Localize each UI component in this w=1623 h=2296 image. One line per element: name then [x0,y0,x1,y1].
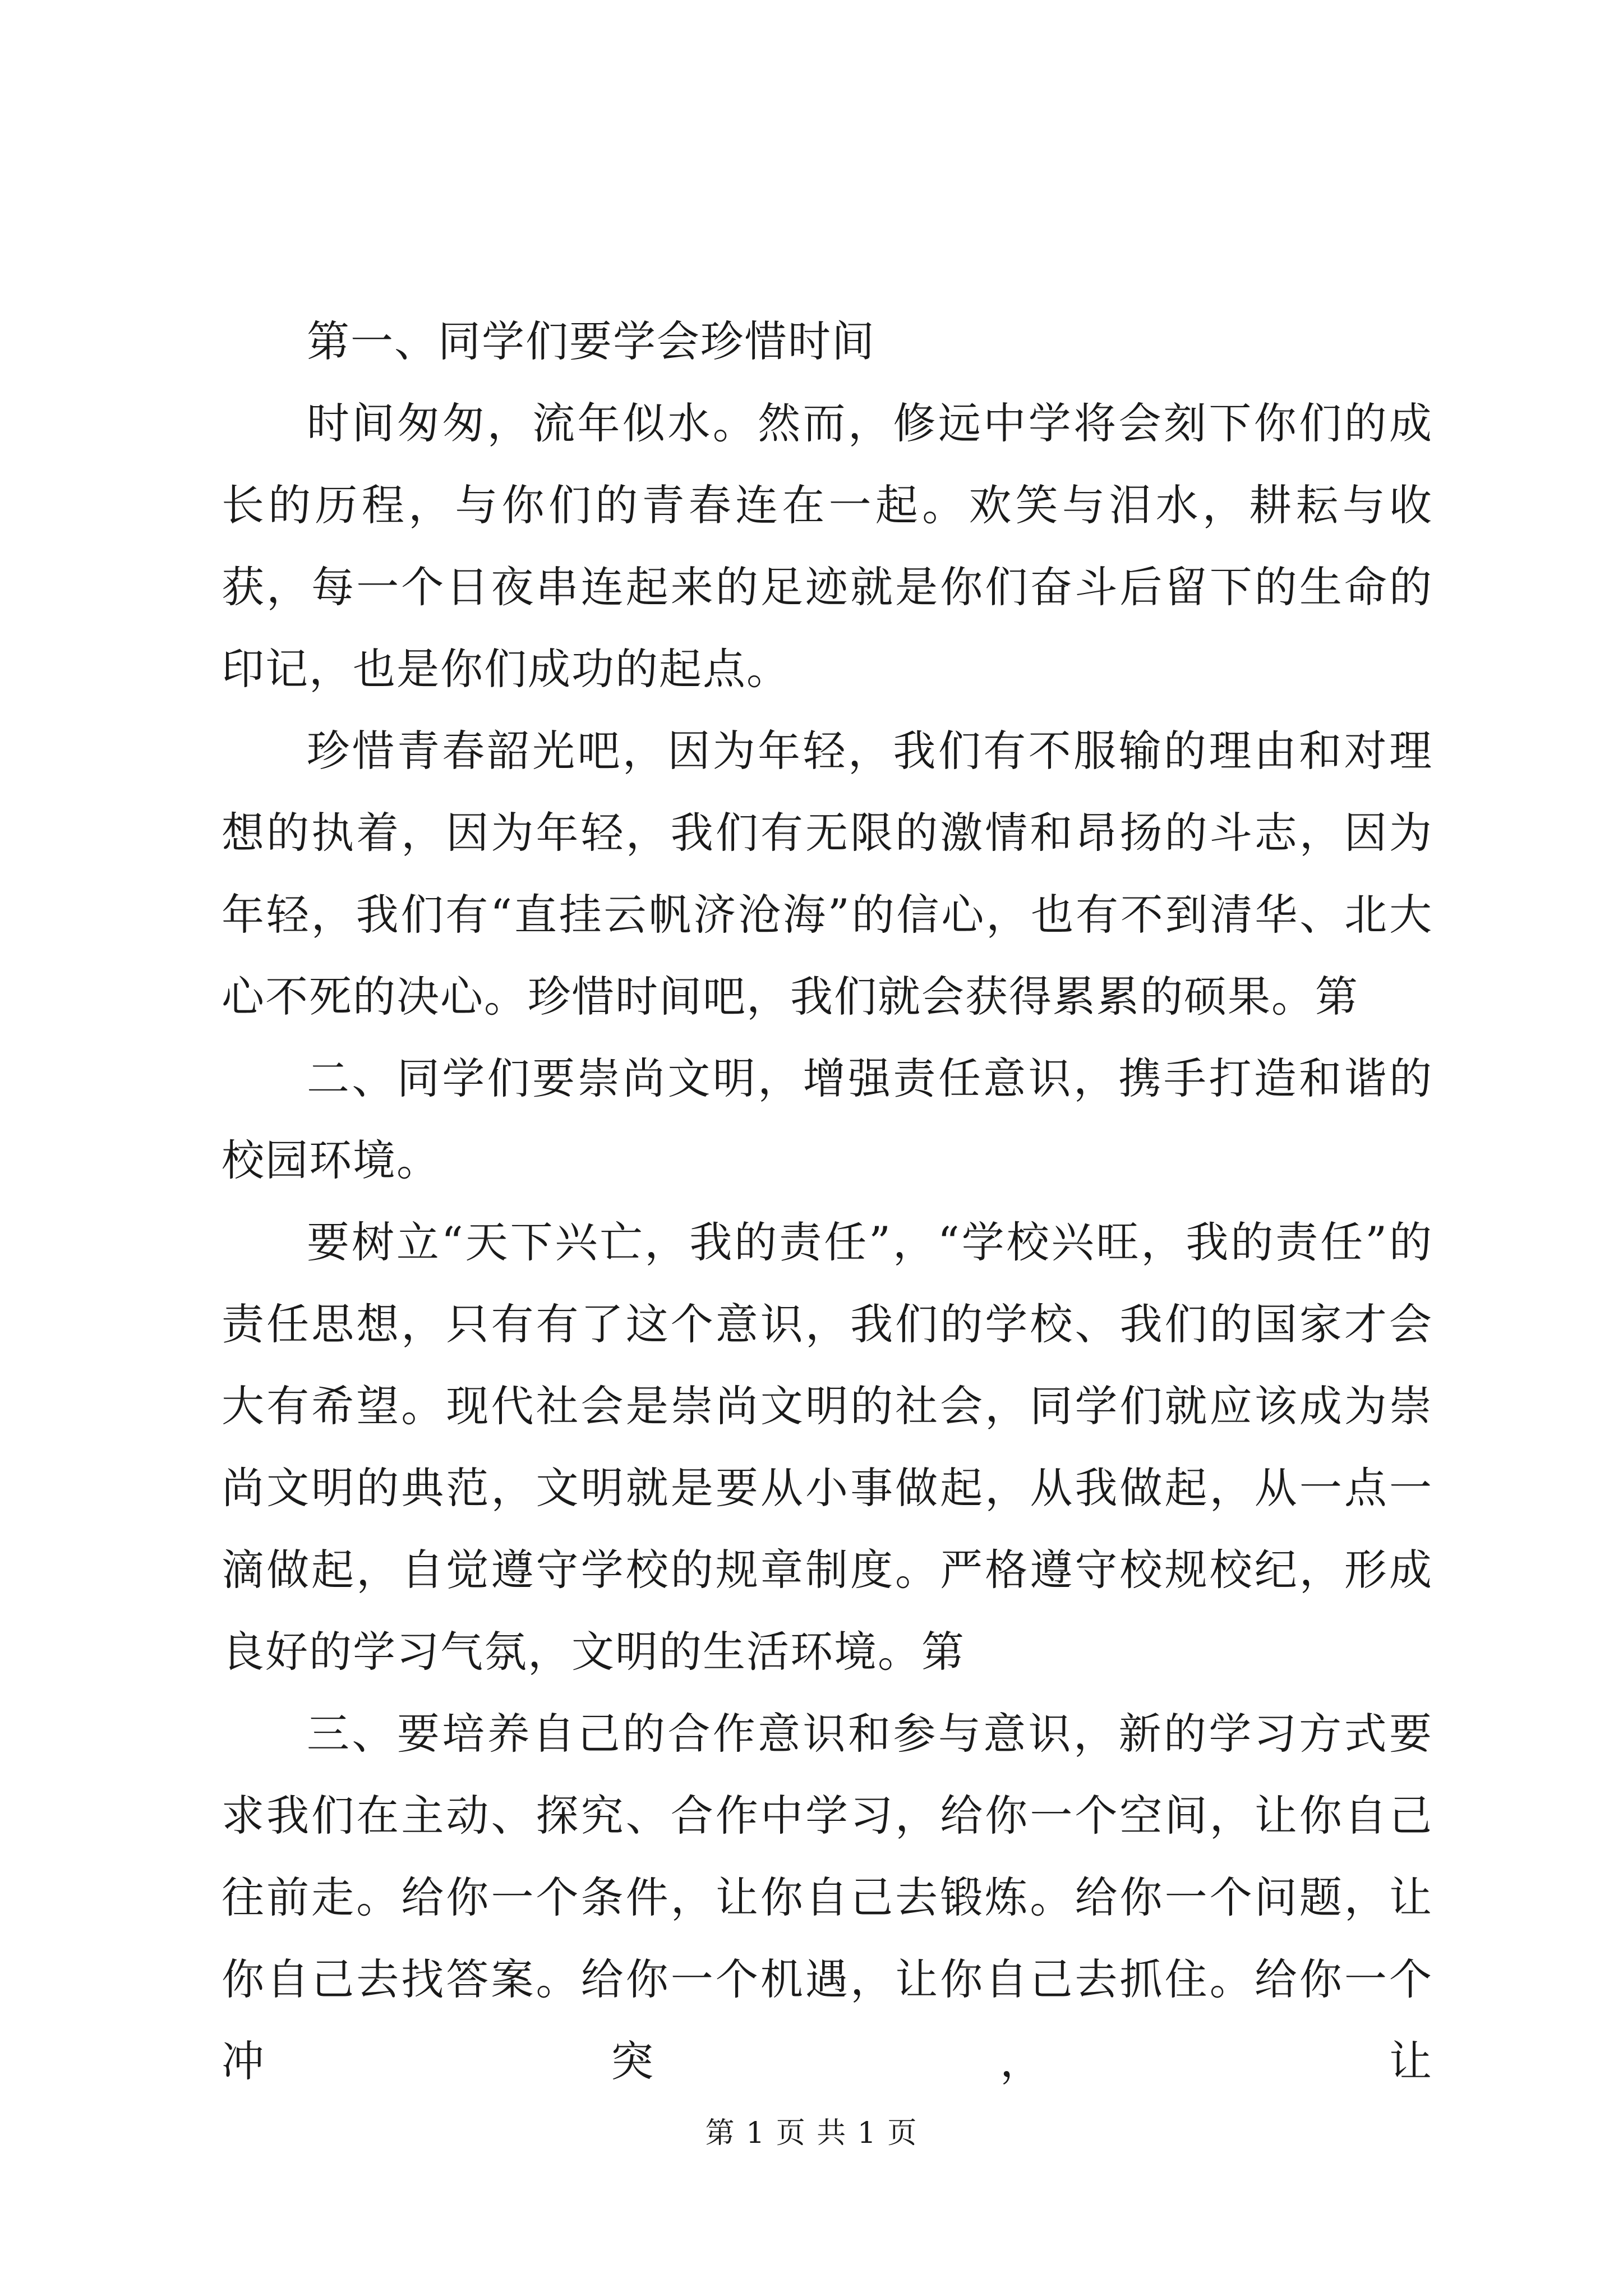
page-number-footer: 第 1 页 共 1 页 [705,2116,918,2150]
paragraph-time: 时间匆匆，流年似水。然而，修远中学将会刻下你们的成长的历程，与你们的青春连在一起。欢笑与泪水，耕耘与收获，每一个日夜串连起来的足迹就是你们奋斗后留下的生命的印记，也是你们成功的起点。 [222,398,1433,694]
paragraph-responsibility: 要树立“天下兴亡，我的责任”，“学校兴旺，我的责任”的责任思想，只有有了这个意识，我们的学校、我们的国家才会大有希望。现代社会是崇尚文明的社会，同学们就应该成为崇尚文明的典范，文明就是要从小事做起，从我做起，从一点一滴做起，自觉遵守学校的规章制度。严格遵守校规校纪，形成良好的学习气氛，文明的生活环境。第 [222,1217,1433,1677]
document-body [222,301,1433,2102]
paragraph-youth: 珍惜青春韶光吧，因为年轻，我们有不服输的理由和对理想的执着，因为年轻，我们有无限的激情和昂扬的斗志，因为年轻，我们有“直挂云帆济沧海”的信心，也有不到清华、北大心不死的决心。珍惜时间吧，我们就会获得累累的硕果。第 [222,726,1433,1022]
paragraph-heading-1: 第一、同学们要学会珍惜时间 [307,316,875,366]
paragraph-heading-2: 二、同学们要崇尚文明，增强责任意识，携手打造和谐的校园环境。 [222,1053,1433,1185]
paragraph-heading-3: 三、要培养自己的合作意识和参与意识，新的学习方式要求我们在主动、探究、合作中学习，给你一个空间，让你自己往前走。给你一个条件，让你自己去锻炼。给你一个问题，让你自己去找答案。给你一个机遇，让你自己去抓住。给你一个冲突，让 [222,1709,1433,2086]
